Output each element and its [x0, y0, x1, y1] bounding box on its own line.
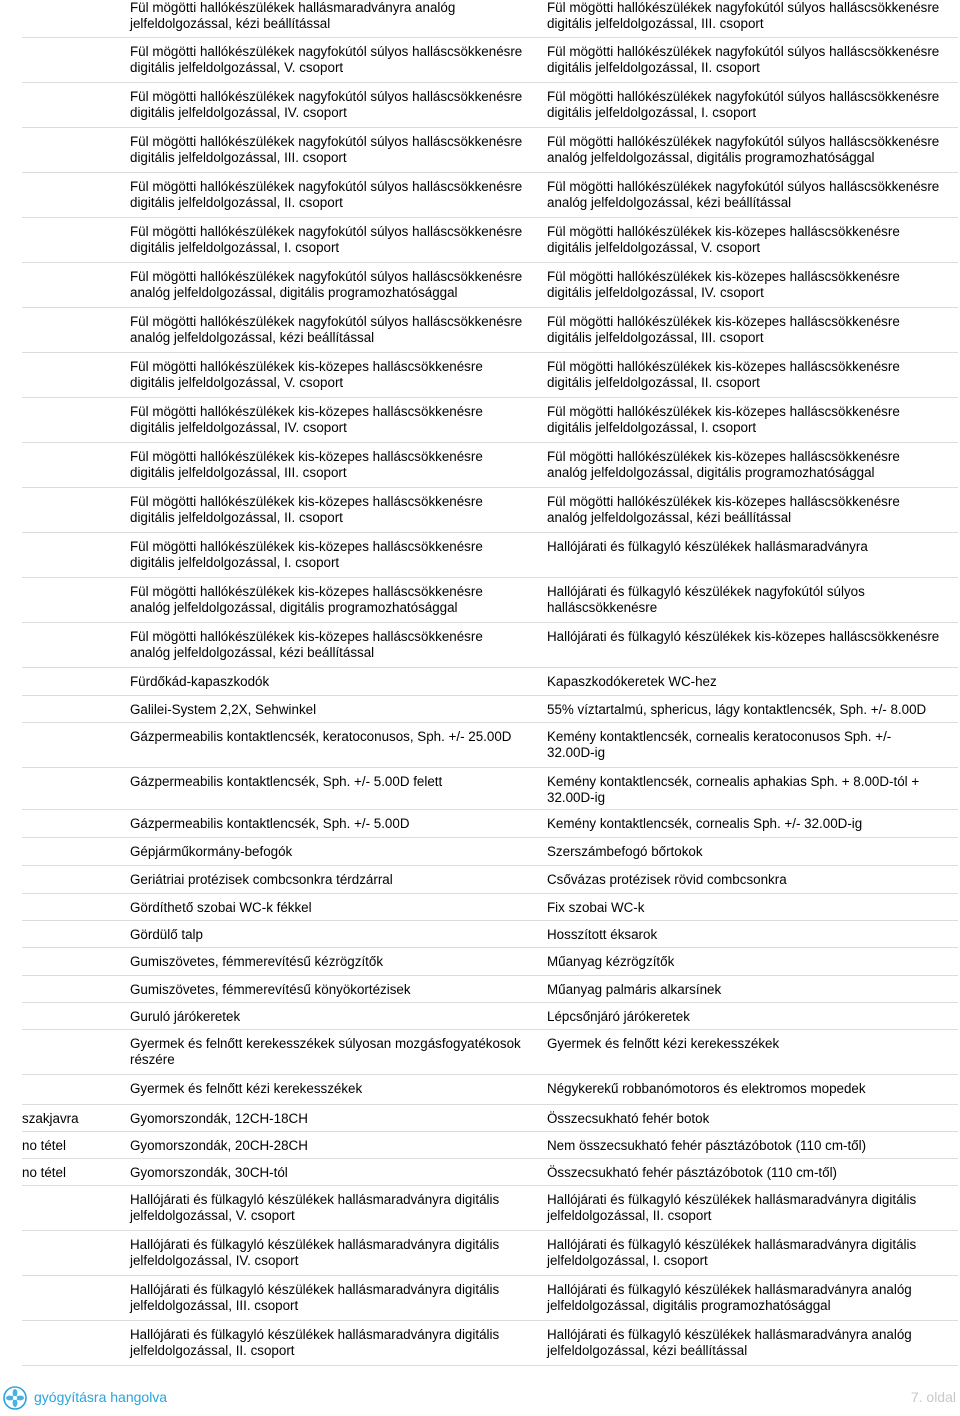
right-item: Műanyag kézrögzítők: [547, 954, 675, 969]
left-item: Gyermek és felnőtt kézi kerekesszékek: [130, 1081, 363, 1096]
product-table: [22, 0, 958, 1366]
row-tag: [22, 1009, 130, 1023]
table-row: [22, 263, 958, 308]
row-tag: szakjavra: [22, 1111, 79, 1126]
right-item: Fül mögötti hallókészülékek nagyfokútól súlyos halláscsökkenésre analóg jelfeldolgozással, digitális programozhatósággal: [547, 134, 940, 165]
page-number: 7. oldal: [910, 1389, 956, 1405]
row-tag: [22, 269, 130, 301]
right-item: Hallójárati és fülkagyló készülékek hallásmaradványra: [547, 539, 868, 554]
left-item: Fül mögötti hallókészülékek nagyfokútól súlyos halláscsökkenésre digitális jelfeldolgozással, IV. csoport: [130, 89, 523, 120]
table-row: [22, 948, 958, 976]
left-item: Fül mögötti hallókészülékek nagyfokútól súlyos halláscsökkenésre digitális jelfeldolgozással, I. csoport: [130, 224, 523, 255]
table-row: [22, 838, 958, 866]
left-item: Fül mögötti hallókészülékek nagyfokútól súlyos halláscsökkenésre analóg jelfeldolgozással, digitális programozhatósággal: [130, 269, 523, 300]
table-row: [22, 866, 958, 894]
row-tag: no tétel: [22, 1165, 66, 1180]
left-item: Gumiszövetes, fémmerevítésű könyökortézisek: [130, 982, 411, 997]
right-item: Fül mögötti hallókészülékek kis-közepes halláscsökkenésre digitális jelfeldolgozással, V. csoport: [547, 224, 900, 255]
table-row: [22, 696, 958, 723]
left-item: Gyomorszondák, 20CH-28CH: [130, 1138, 308, 1153]
row-tag: [22, 872, 130, 887]
right-item: Fül mögötti hallókészülékek nagyfokútól súlyos halláscsökkenésre digitális jelfeldolgozással, III. csoport: [547, 0, 940, 31]
right-item: Fül mögötti hallókészülékek nagyfokútól súlyos halláscsökkenésre digitális jelfeldolgozással, I. csoport: [547, 89, 940, 120]
right-item: Hallójárati és fülkagyló készülékek hallásmaradványra analóg jelfeldolgozással, digitális programozhatósággal: [547, 1282, 912, 1313]
table-row: [22, 0, 958, 38]
left-item: Gépjárműkormány-befogók: [130, 844, 293, 859]
left-item: Fül mögötti hallókészülékek kis-közepes halláscsökkenésre analóg jelfeldolgozással, kézi beállítással: [130, 629, 483, 660]
left-item: Fül mögötti hallókészülékek kis-közepes halláscsökkenésre digitális jelfeldolgozással, II. csoport: [130, 494, 483, 525]
left-item: Hallójárati és fülkagyló készülékek hallásmaradványra digitális jelfeldolgozással, III. csoport: [130, 1282, 500, 1313]
left-item: Gyomorszondák, 12CH-18CH: [130, 1111, 308, 1126]
row-tag: [22, 1036, 130, 1068]
page-footer: [0, 1383, 960, 1413]
left-item: Fül mögötti hallókészülékek kis-közepes halláscsökkenésre digitális jelfeldolgozással, III. csoport: [130, 449, 483, 480]
row-tag: [22, 1282, 130, 1314]
row-tag: [22, 539, 130, 571]
row-tag: [22, 674, 130, 689]
left-item: Fül mögötti hallókészülékek nagyfokútól súlyos halláscsökkenésre digitális jelfeldolgozással, II. csoport: [130, 179, 523, 210]
table-row: [22, 1030, 958, 1075]
table-row: [22, 443, 958, 488]
right-item: Fül mögötti hallókészülékek kis-közepes halláscsökkenésre analóg jelfeldolgozással, digitális programozhatósággal: [547, 449, 900, 480]
right-item: Hosszított éksarok: [547, 927, 658, 942]
table-row: [22, 723, 958, 768]
left-item: Hallójárati és fülkagyló készülékek hallásmaradványra digitális jelfeldolgozással, II. csoport: [130, 1327, 500, 1358]
table-row: [22, 1186, 958, 1231]
table-row: [22, 1231, 958, 1276]
row-tag: [22, 844, 130, 859]
right-item: Fül mögötti hallókészülékek kis-közepes halláscsökkenésre digitális jelfeldolgozással, III. csoport: [547, 314, 900, 345]
left-item: Fül mögötti hallókészülékek hallásmaradványra analóg jelfeldolgozással, kézi beállítással: [130, 0, 456, 31]
left-item: Gázpermeabilis kontaktlencsék, keratoconusos, Sph. +/- 25.00D: [130, 729, 512, 744]
right-item: Kapaszkodókeretek WC-hez: [547, 674, 717, 689]
left-item: Fül mögötti hallókészülékek kis-közepes halláscsökkenésre digitális jelfeldolgozással, I. csoport: [130, 539, 483, 570]
right-item: Hallójárati és fülkagyló készülékek hallásmaradványra analóg jelfeldolgozással, kézi beállítással: [547, 1327, 912, 1358]
table-row: [22, 308, 958, 353]
right-item: Gyermek és felnőtt kézi kerekesszékek: [547, 1036, 780, 1051]
right-item: Nem összecsukható fehér pásztázóbotok (110 cm-től): [547, 1138, 867, 1153]
right-item: Négykerekű robbanómotoros és elektromos mopedek: [547, 1081, 866, 1096]
left-item: Gázpermeabilis kontaktlencsék, Sph. +/- 5.00D: [130, 816, 410, 831]
table-row: [22, 668, 958, 696]
row-tag: [22, 1192, 130, 1224]
table-row: [22, 38, 958, 83]
right-item: Fül mögötti hallókészülékek kis-közepes halláscsökkenésre digitális jelfeldolgozással, I. csoport: [547, 404, 900, 435]
right-item: Összecsukható fehér botok: [547, 1111, 710, 1126]
right-item: Szerszámbefogó bőrtokok: [547, 844, 703, 859]
row-tag: [22, 0, 130, 31]
table-row: [22, 1132, 958, 1159]
left-item: Gördülő talp: [130, 927, 203, 942]
right-item: Hallójárati és fülkagyló készülékek hallásmaradványra digitális jelfeldolgozással, II. csoport: [547, 1192, 917, 1223]
table-row: [22, 578, 958, 623]
table-row: [22, 768, 958, 810]
row-tag: [22, 179, 130, 211]
right-item: Kemény kontaktlencsék, cornealis Sph. +/- 32.00D-ig: [547, 816, 863, 831]
row-tag: [22, 449, 130, 481]
table-row: [22, 353, 958, 398]
row-tag: [22, 134, 130, 166]
flower-logo-icon: [3, 1386, 27, 1410]
row-tag: [22, 954, 130, 969]
table-row: [22, 921, 958, 948]
row-tag: [22, 224, 130, 256]
row-tag: [22, 927, 130, 941]
right-item: Fül mögötti hallókészülékek nagyfokútól súlyos halláscsökkenésre digitális jelfeldolgozással, II. csoport: [547, 44, 940, 75]
table-row: [22, 488, 958, 533]
left-item: Fül mögötti hallókészülékek nagyfokútól súlyos halláscsökkenésre analóg jelfeldolgozással, kézi beállítással: [130, 314, 523, 345]
left-item: Fürdőkád-kapaszkodók: [130, 674, 270, 689]
right-item: Hallójárati és fülkagyló készülékek hallásmaradványra digitális jelfeldolgozással, I. csoport: [547, 1237, 917, 1268]
row-tag: [22, 982, 130, 996]
row-tag: [22, 314, 130, 346]
right-item: Fül mögötti hallókészülékek nagyfokútól súlyos halláscsökkenésre analóg jelfeldolgozással, kézi beállítással: [547, 179, 940, 210]
table-row: [22, 810, 958, 838]
row-tag: [22, 702, 130, 716]
left-item: Guruló járókeretek: [130, 1009, 241, 1024]
row-tag: [22, 774, 130, 803]
right-item: Hallójárati és fülkagyló készülékek kis-közepes halláscsökkenésre: [547, 629, 940, 644]
right-item: Kemény kontaktlencsék, cornealis keratoconusos Sph. +/- 32.00D-ig: [547, 729, 892, 760]
left-item: Hallójárati és fülkagyló készülékek hallásmaradványra digitális jelfeldolgozással, IV. csoport: [130, 1237, 500, 1268]
table-row: [22, 894, 958, 921]
table-row: [22, 83, 958, 128]
left-item: Gyomorszondák, 30CH-tól: [130, 1165, 288, 1180]
row-tag: no tétel: [22, 1138, 66, 1153]
row-tag: [22, 1237, 130, 1269]
right-item: Fül mögötti hallókészülékek kis-közepes halláscsökkenésre digitális jelfeldolgozással, IV. csoport: [547, 269, 900, 300]
left-item: Hallójárati és fülkagyló készülékek hallásmaradványra digitális jelfeldolgozással, V. csoport: [130, 1192, 500, 1223]
table-row: [22, 1276, 958, 1321]
table-row: [22, 173, 958, 218]
table-row: [22, 1075, 958, 1105]
table-row: [22, 533, 958, 578]
right-item: Fül mögötti hallókészülékek kis-közepes halláscsökkenésre digitális jelfeldolgozással, II. csoport: [547, 359, 900, 390]
left-item: Fül mögötti hallókészülékek nagyfokútól súlyos halláscsökkenésre digitális jelfeldolgozással, III. csoport: [130, 134, 523, 165]
row-tag: [22, 900, 130, 914]
row-tag: [22, 1081, 130, 1098]
table-row: [22, 976, 958, 1003]
table-row: [22, 218, 958, 263]
left-item: Fül mögötti hallókészülékek kis-közepes halláscsökkenésre analóg jelfeldolgozással, digitális programozhatósággal: [130, 584, 483, 615]
left-item: Geriátriai protézisek combcsonkra térdzárral: [130, 872, 393, 887]
row-tag: [22, 89, 130, 121]
right-item: Fix szobai WC-k: [547, 900, 645, 915]
row-tag: [22, 1327, 130, 1359]
table-row: [22, 1159, 958, 1186]
row-tag: [22, 816, 130, 831]
row-tag: [22, 404, 130, 436]
right-item: Fül mögötti hallókészülékek kis-közepes halláscsökkenésre analóg jelfeldolgozással, kézi beállítással: [547, 494, 900, 525]
table-row: [22, 1321, 958, 1366]
row-tag: [22, 584, 130, 616]
table-row: [22, 398, 958, 443]
row-tag: [22, 359, 130, 391]
left-item: Galilei-System 2,2X, Sehwinkel: [130, 702, 317, 717]
left-item: Gyermek és felnőtt kerekesszékek súlyosan mozgásfogyatékosok részére: [130, 1036, 521, 1067]
right-item: Lépcsőnjáró járókeretek: [547, 1009, 690, 1024]
brand-tagline: gyógyításra hangolva: [34, 1389, 168, 1405]
right-item: Csővázas protézisek rövid combcsonkra: [547, 872, 787, 887]
left-item: Gázpermeabilis kontaktlencsék, Sph. +/- 5.00D felett: [130, 774, 443, 789]
table-row: [22, 1105, 958, 1132]
table-row: [22, 128, 958, 173]
left-item: Gördíthető szobai WC-k fékkel: [130, 900, 312, 915]
left-item: Fül mögötti hallókészülékek kis-közepes halláscsökkenésre digitális jelfeldolgozással, IV. csoport: [130, 404, 483, 435]
left-item: Fül mögötti hallókészülékek nagyfokútól súlyos halláscsökkenésre digitális jelfeldolgozással, V. csoport: [130, 44, 523, 75]
row-tag: [22, 494, 130, 526]
right-item: 55% víztartalmú, sphericus, lágy kontaktlencsék, Sph. +/- 8.00D: [547, 702, 927, 717]
table-row: [22, 623, 958, 668]
right-item: Hallójárati és fülkagyló készülékek nagyfokútól súlyos halláscsökkenésre: [547, 584, 865, 615]
right-item: Összecsukható fehér pásztázóbotok (110 cm-től): [547, 1165, 838, 1180]
right-item: Kemény kontaktlencsék, cornealis aphakias Sph. + 8.00D-tól + 32.00D-ig: [547, 774, 920, 805]
left-item: Fül mögötti hallókészülékek kis-közepes halláscsökkenésre digitális jelfeldolgozással, V. csoport: [130, 359, 483, 390]
right-item: Műanyag palmáris alkarsínek: [547, 982, 722, 997]
row-tag: [22, 44, 130, 76]
row-tag: [22, 629, 130, 661]
row-tag: [22, 729, 130, 761]
table-row: [22, 1003, 958, 1030]
left-item: Gumiszövetes, fémmerevítésű kézrögzítők: [130, 954, 384, 969]
